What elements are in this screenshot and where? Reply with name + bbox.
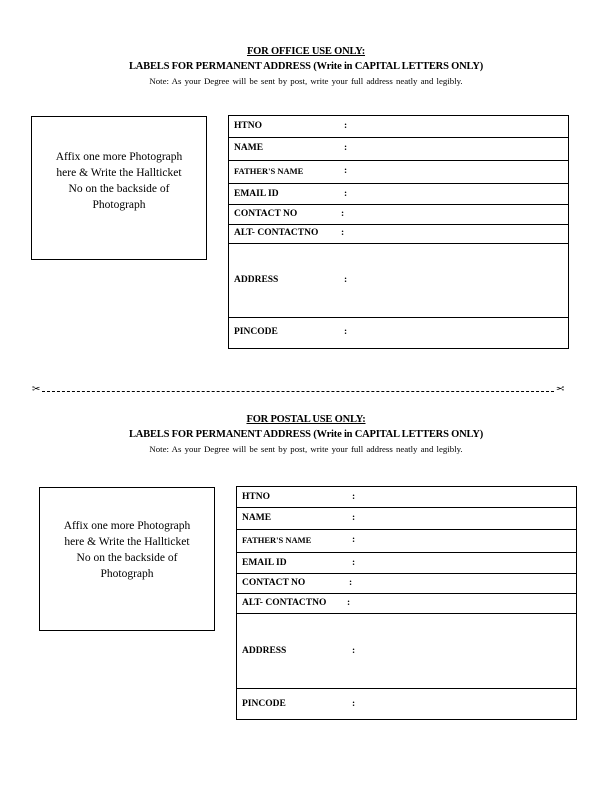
field-row-pincode[interactable] xyxy=(237,689,576,719)
office-title: FOR OFFICE USE ONLY: xyxy=(246,46,366,57)
field-colon: : xyxy=(344,327,348,337)
field-label: NAME xyxy=(234,143,264,153)
office-photo-box xyxy=(31,116,207,260)
field-colon: : xyxy=(352,492,356,502)
field-row-fathers-name[interactable] xyxy=(237,530,576,553)
office-subtitle: LABELS FOR PERMANENT ADDRESS (Write in CAPITAL LETTERS ONLY) xyxy=(128,61,483,72)
field-colon: : xyxy=(344,275,348,285)
postal-subtitle: LABELS FOR PERMANENT ADDRESS (Write in CAPITAL LETTERS ONLY) xyxy=(128,429,483,440)
cut-line xyxy=(32,384,564,396)
field-label: PINCODE xyxy=(242,699,286,709)
field-colon: : xyxy=(341,209,345,219)
photo-instruction-line: Photograph xyxy=(92,199,146,211)
field-colon: : xyxy=(352,513,356,523)
field-colon: : xyxy=(347,598,351,608)
field-row-contact[interactable] xyxy=(237,574,576,594)
field-row-fathers-name[interactable] xyxy=(229,161,568,184)
field-colon: : xyxy=(344,189,348,199)
photo-instruction-line: Affix one more Photograph xyxy=(63,520,191,532)
field-colon: : xyxy=(352,646,356,656)
field-label: PINCODE xyxy=(234,327,278,337)
photo-instruction-line: Photograph xyxy=(100,568,154,580)
field-label: HTNO xyxy=(234,121,262,131)
office-note: Note: As your Degree will be sent by post, write your full address neatly and legibly. xyxy=(149,76,463,86)
field-row-name[interactable] xyxy=(237,508,576,530)
field-colon: : xyxy=(344,143,348,153)
postal-address-form xyxy=(236,486,577,720)
field-row-address[interactable] xyxy=(229,244,568,318)
postal-photo-box xyxy=(39,487,215,631)
field-row-htno[interactable] xyxy=(237,487,576,508)
dashed-divider xyxy=(42,391,554,392)
field-label: FATHER'S NAME xyxy=(242,535,312,545)
field-colon: : xyxy=(344,166,348,176)
field-row-alt-contact[interactable] xyxy=(229,225,568,244)
field-row-alt-contact[interactable] xyxy=(237,594,576,614)
field-row-contact[interactable] xyxy=(229,205,568,225)
field-label: CONTACT NO xyxy=(242,578,306,588)
field-row-htno[interactable] xyxy=(229,116,568,138)
photo-instruction-line: No on the backside of xyxy=(76,552,178,564)
postal-title: FOR POSTAL USE ONLY: xyxy=(246,414,366,425)
field-colon: : xyxy=(352,535,356,545)
field-label: CONTACT NO xyxy=(234,209,298,219)
photo-instruction-line: here & Write the Hallticket xyxy=(56,167,182,179)
field-row-pincode[interactable] xyxy=(229,318,568,348)
photo-instruction-line: here & Write the Hallticket xyxy=(64,536,190,548)
field-label: EMAIL ID xyxy=(234,189,279,199)
field-label: ALT- CONTACTNO xyxy=(242,598,327,608)
field-label: HTNO xyxy=(242,492,270,502)
field-label: FATHER'S NAME xyxy=(234,166,304,176)
field-colon: : xyxy=(341,228,345,238)
field-label: ADDRESS xyxy=(242,646,287,656)
field-colon: : xyxy=(352,699,356,709)
field-label: ALT- CONTACTNO xyxy=(234,228,319,238)
field-row-address[interactable] xyxy=(237,614,576,689)
postal-note: Note: As your Degree will be sent by post, write your full address neatly and legibly. xyxy=(149,444,463,454)
field-label: EMAIL ID xyxy=(242,558,287,568)
field-colon: : xyxy=(344,121,348,131)
field-row-name[interactable] xyxy=(229,138,568,161)
photo-instruction-line: Affix one more Photograph xyxy=(55,151,183,163)
field-label: NAME xyxy=(242,513,272,523)
field-colon: : xyxy=(352,558,356,568)
office-address-form xyxy=(228,115,569,349)
scissors-icon: ✂ xyxy=(32,384,41,395)
photo-instruction-line: No on the backside of xyxy=(68,183,170,195)
field-colon: : xyxy=(349,578,353,588)
field-row-email[interactable] xyxy=(237,553,576,574)
field-row-email[interactable] xyxy=(229,184,568,205)
field-label: ADDRESS xyxy=(234,275,279,285)
scissors-icon: ✂ xyxy=(555,384,564,395)
